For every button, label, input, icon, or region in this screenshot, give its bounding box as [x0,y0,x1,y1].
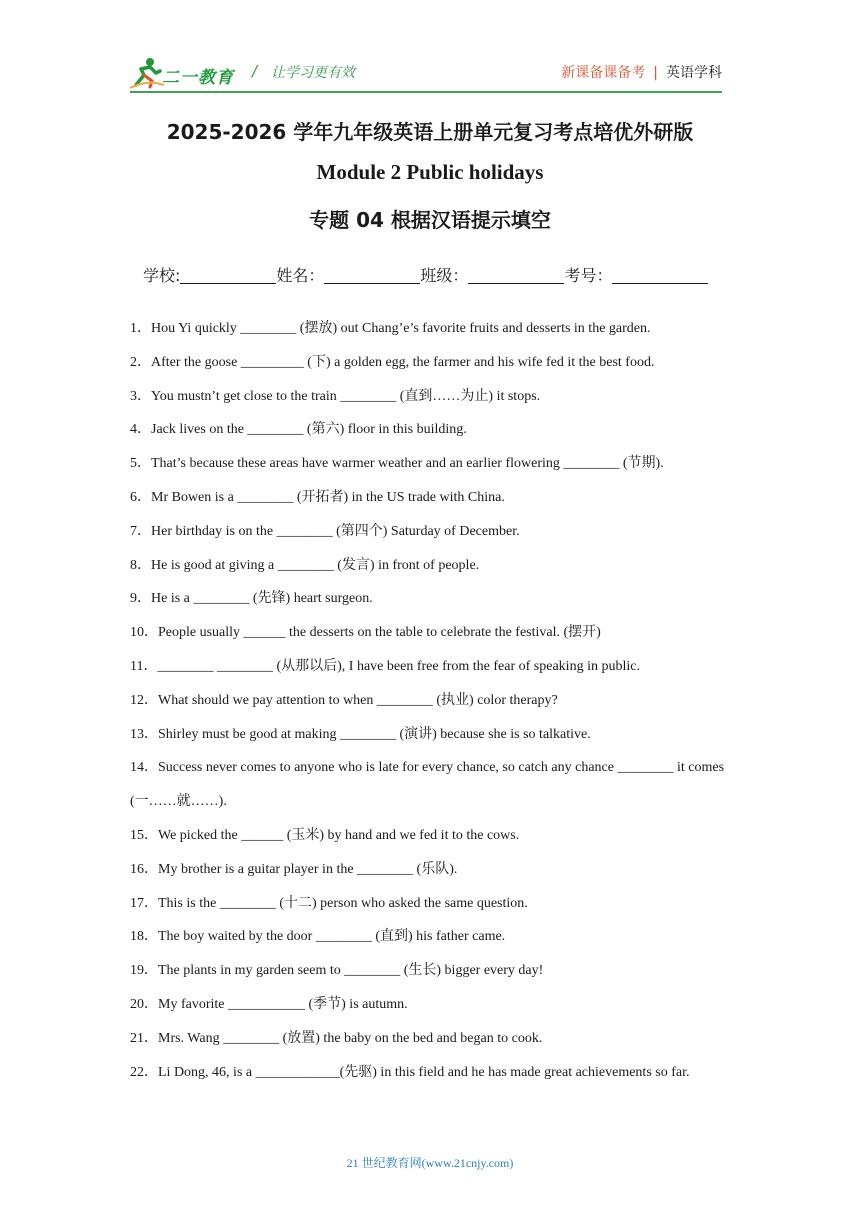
name-blank [324,267,420,284]
footer-source: 21 世纪教育网(www.21cnjy.com) [346,1156,514,1170]
question-item: 8．He is good at giving a ________ (发言) in front of people. [130,557,480,573]
question-item: 3．You mustn’t get close to the train ________ (直到……为止) it stops. [130,388,541,404]
question-item: 7．Her birthday is on the ________ (第四个) Saturday of December. [130,523,520,539]
question-list [130,312,724,1089]
school-blank [180,267,276,284]
question-item: 11．________ ________ (从那以后), I have been free from the fear of speaking in public. [130,658,640,674]
question-item: 12．What should we pay attention to when ________ (执业) color therapy? [130,692,558,708]
topic-title: 专题 04 根据汉语提示填空 [309,208,551,232]
question-item: 18．The boy waited by the door ________ (直到) his father came. [130,929,506,945]
question-item: 10．People usually ______ the desserts on the table to celebrate the festival. (摆开) [130,625,601,641]
question-item: 16．My brother is a guitar player in the ________ (乐队). [130,861,458,877]
header-tags [561,62,722,82]
logo [130,55,240,91]
name-label: 姓名： [276,266,325,285]
question-item: 1．Hou Yi quickly ________ (摆放) out Chang’e’s favorite fruits and desserts in the garden. [130,321,651,336]
header-tag-course: 新课备课备考 [561,65,646,81]
slogan: 让学习更有效 [271,65,355,81]
exam-number-blank [612,267,708,284]
question-item: 13．Shirley must be good at making ________ (演讲) because she is so talkative. [130,726,591,742]
question-item: 9．He is a ________ (先锋) heart surgeon. [130,591,373,607]
question-item: 4．Jack lives on the ________ (第六) floor in this building. [130,422,467,438]
slogan-divider: / [252,62,258,80]
exam-number-label: 考号： [564,266,613,285]
question-item: 22．Li Dong, 46, is a ____________(先驱) in this field and he has made great achievements so far. [130,1064,690,1080]
question-item: 14．Success never comes to anyone who is late for every chance, so catch any chance ________ it comes (一……就……). [130,760,725,810]
document-title: 2025-2026 学年九年级英语上册单元复习考点培优外研版 [166,120,694,144]
module-title: Module 2 Public holidays [316,160,544,184]
question-item: 6．Mr Bowen is a ________ (开拓者) in the US trade with China. [130,489,505,505]
school-label: 学校: [143,266,181,285]
runner-logo-icon [130,55,164,89]
question-item: 19．The plants in my garden seem to ________ (生长) bigger every day! [130,963,544,979]
logo-text: 二一教育 [162,68,234,88]
question-item: 15．We picked the ______ (玉米) by hand and we fed it to the cows. [130,827,520,843]
question-item: 2．After the goose _________ (下) a golden egg, the farmer and his wife fed it the best food. [130,354,655,370]
question-item: 5．That’s because these areas have warmer weather and an earlier flowering ________ (节期). [130,456,664,472]
header-divider [130,91,722,93]
class-blank [468,267,564,284]
student-info-row [143,263,708,286]
page-header [130,55,722,95]
question-item: 20．My favorite ___________ (季节) is autumn. [130,996,408,1012]
header-tag-subject: 英语学科 [666,65,722,81]
question-item: 21．Mrs. Wang ________ (放置) the baby on the bed and began to cook. [130,1030,543,1046]
class-label: 班级： [420,266,469,285]
question-item: 17．This is the ________ (十二) person who asked the same question. [130,895,528,911]
header-separator: | [653,65,658,81]
